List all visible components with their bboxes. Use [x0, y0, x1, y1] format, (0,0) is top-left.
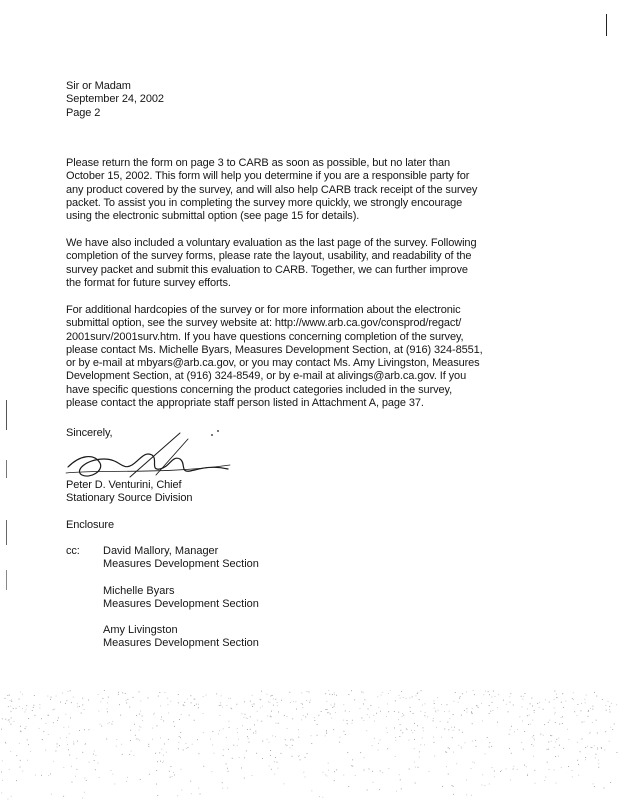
cc-recipient: [103, 545, 259, 572]
paragraph-line: completion of the survey forms, please rate the layout, usability, and readability of the: [66, 250, 472, 263]
paragraph-line: the format for future survey efforts.: [66, 276, 231, 289]
paragraph-line: submittal option, see the survey website at: http://www.arb.ca.gov/consprod/regact/: [66, 317, 462, 330]
paragraph-contact-info: [66, 304, 483, 410]
scan-edge-mark: [606, 14, 607, 36]
paragraph-line: using the electronic submittal option (see page 15 for details).: [66, 210, 360, 223]
paragraph-line: or by e-mail at mbyars@arb.ca.gov, or you may contact Ms. Amy Livingston, Measures: [66, 357, 480, 370]
paragraph-line: We have also included a voluntary evaluation as the last page of the survey. Following: [66, 237, 477, 249]
page-number-line: Page 2: [66, 106, 101, 119]
signer-block: [66, 479, 192, 506]
closing-salutation: Sincerely,: [66, 427, 113, 439]
enclosure-note: Enclosure: [66, 519, 115, 531]
paragraph-line: 2001surv/2001surv.htm. If you have questions concerning completion of the survey,: [66, 330, 464, 343]
cc-recipient-section: Measures Development Section: [103, 558, 259, 571]
paragraph-line: please contact the appropriate staff person listed in Attachment A, page 37.: [66, 397, 424, 410]
paragraph-line: Development Section, at (916) 324-8549, or by e-mail at alivings@arb.ca.gov. If you: [66, 370, 467, 383]
paragraph-line: For additional hardcopies of the survey or for more information about the electronic: [66, 304, 461, 316]
signer-name-title: Peter D. Venturini, Chief: [66, 479, 182, 491]
recipient-line: Sir or Madam: [66, 80, 131, 92]
cc-recipient-name: Amy Livingston: [103, 624, 178, 637]
paragraph-return-form: [66, 157, 477, 223]
paragraph-line: October 15, 2002. This form will help you determine if you are a responsible party for: [66, 170, 470, 183]
paragraph-evaluation: [66, 237, 476, 290]
paragraph-line: any product covered by the survey, and will also help CARB track receipt of the survey: [66, 183, 478, 196]
paragraph-line: Please return the form on page 3 to CARB as soon as possible, but no later than: [66, 157, 451, 169]
paragraph-line: survey packet and submit this evaluation to CARB. Together, we can further improve: [66, 263, 468, 276]
paragraph-line: packet. To assist you in completing the survey more quickly, we strongly encourage: [66, 196, 463, 209]
signer-division: Stationary Source Division: [66, 492, 193, 505]
left-margin-scan-marks: [6, 400, 8, 600]
scan-noise-speckles: [0, 690, 619, 800]
cc-recipient-name: Michelle Byars: [103, 584, 175, 597]
cc-recipient-list: [103, 545, 259, 664]
cc-recipient-name: David Mallory, Manager: [103, 545, 219, 557]
letter-header: [66, 80, 164, 120]
cc-recipient: [103, 624, 259, 651]
date-line: September 24, 2002: [66, 93, 164, 106]
cc-recipient-section: Measures Development Section: [103, 597, 259, 610]
cc-recipient: [103, 585, 259, 612]
paragraph-line: have specific questions concerning the product categories included in the survey,: [66, 383, 453, 396]
paragraph-line: please contact Ms. Michelle Byars, Measures Development Section, at (916) 324-8551,: [66, 343, 483, 356]
cc-recipient-section: Measures Development Section: [103, 637, 259, 650]
cc-label: cc:: [66, 545, 80, 557]
